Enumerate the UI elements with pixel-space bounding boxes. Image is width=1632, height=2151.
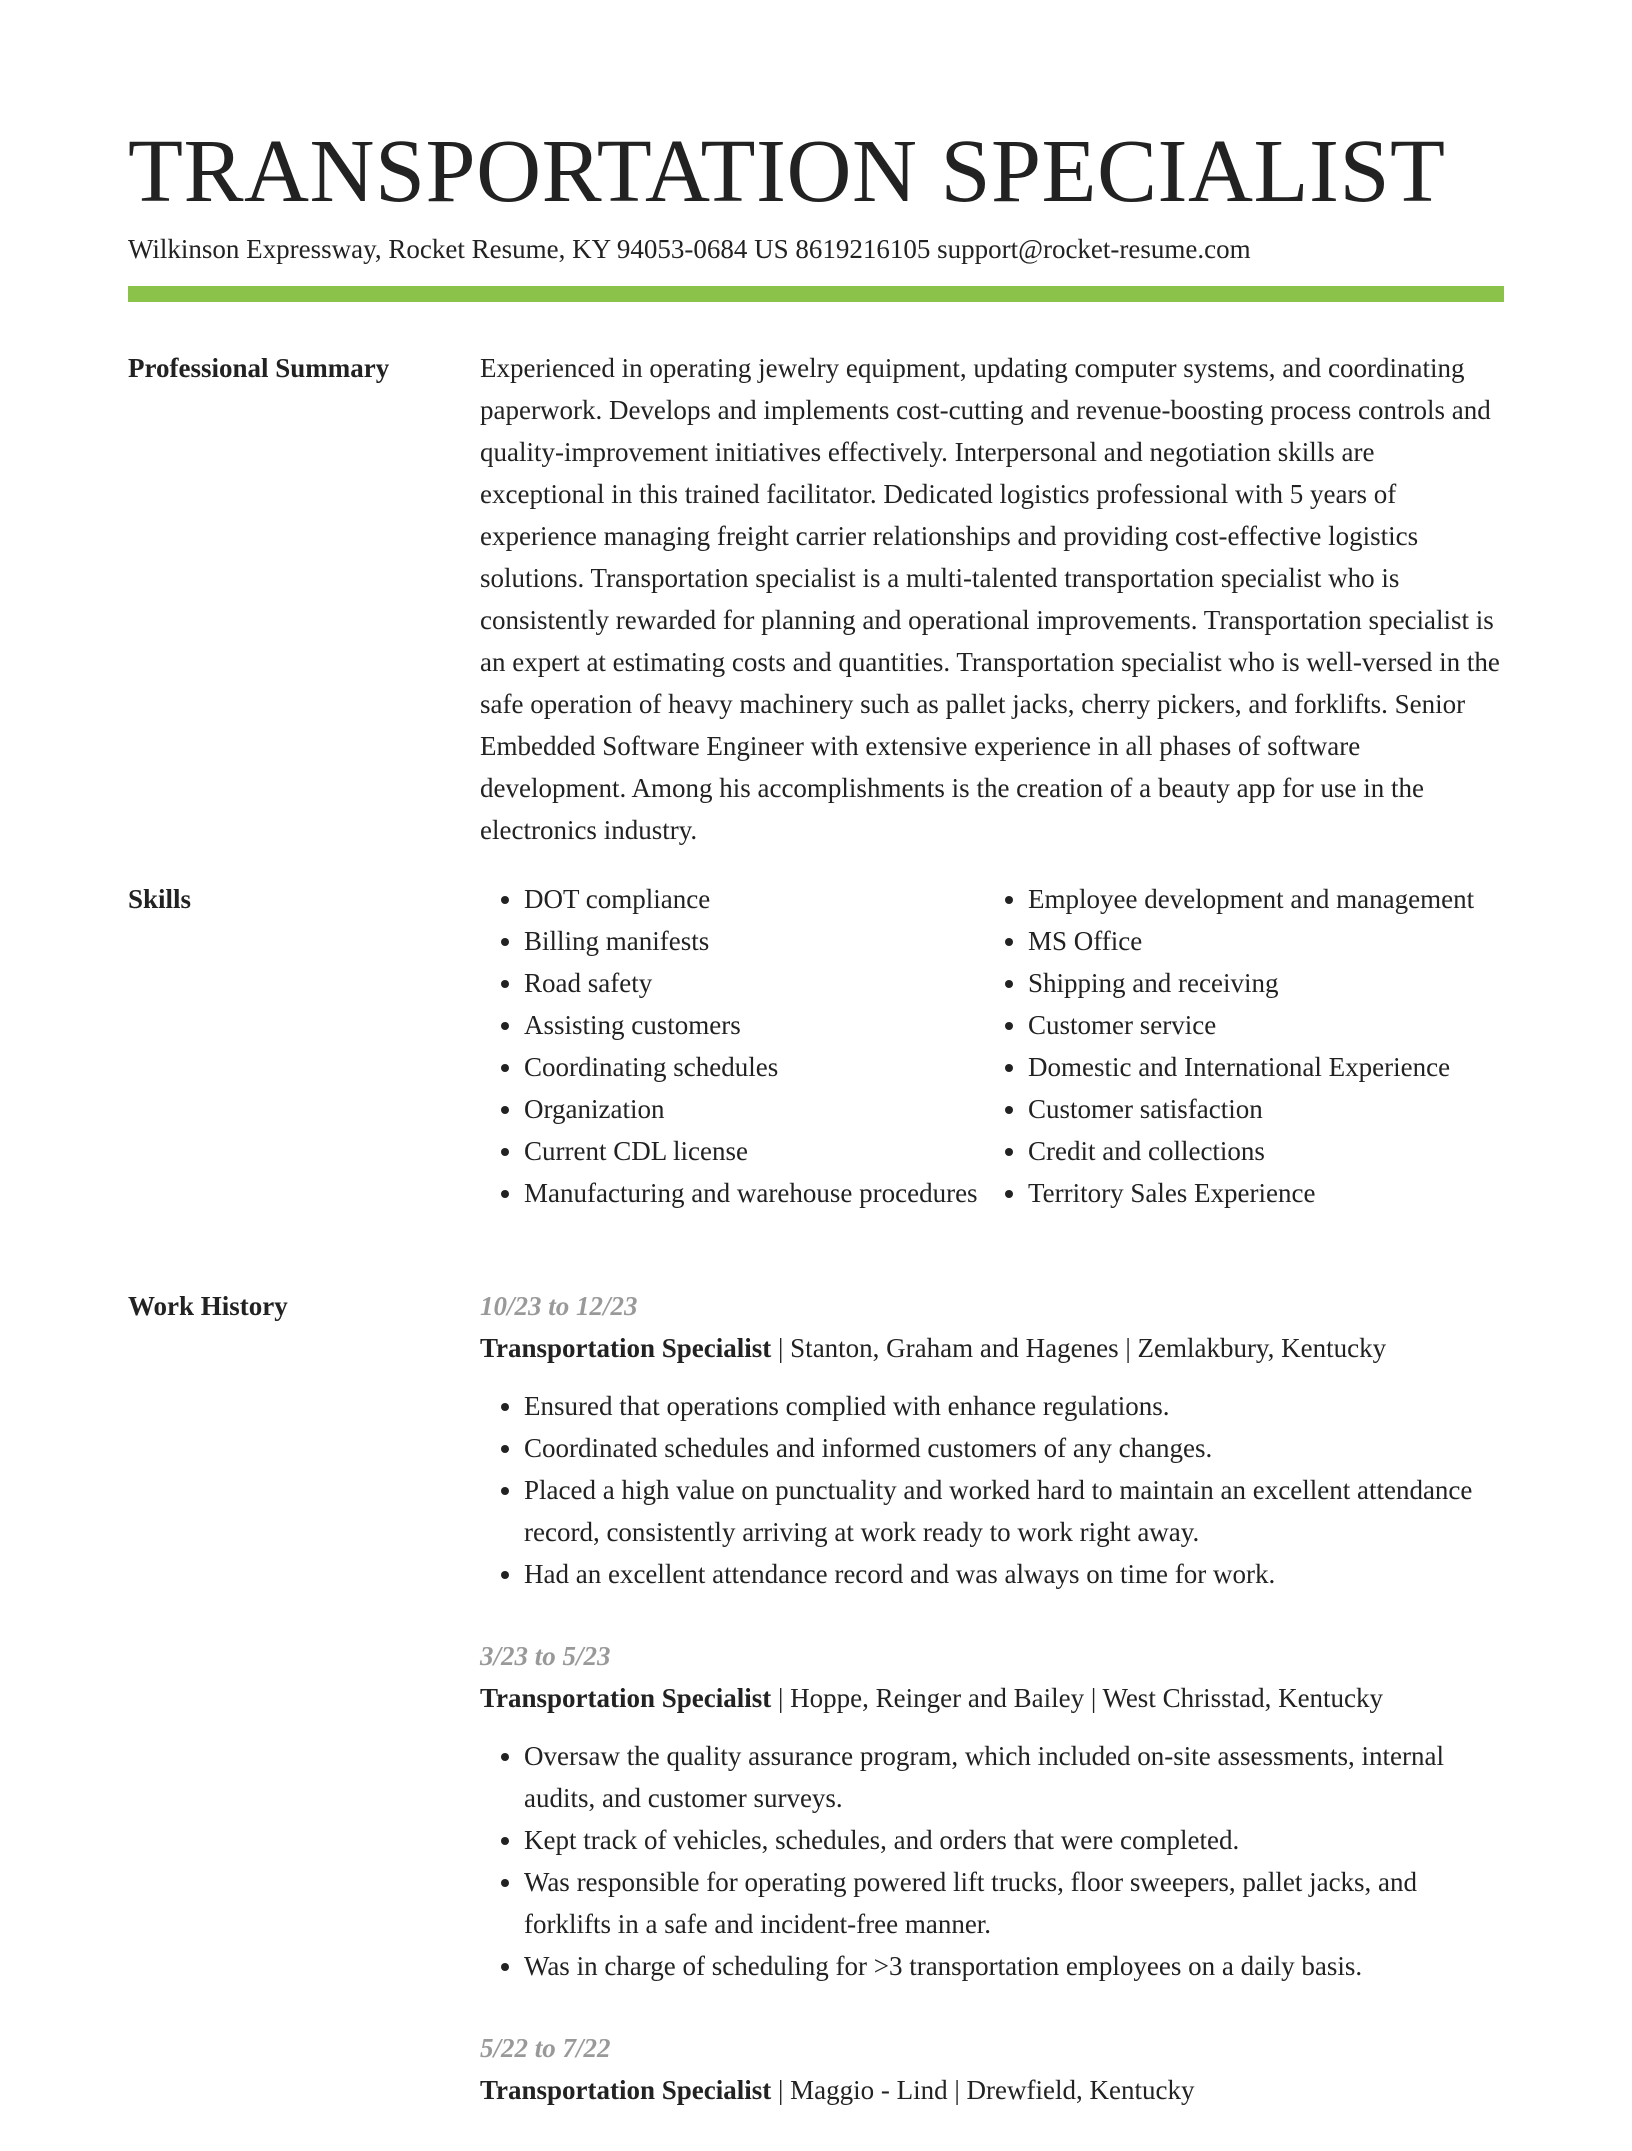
- skill-item: • Customer service: [1028, 1004, 1504, 1046]
- skill-item: • Credit and collections: [1028, 1130, 1504, 1172]
- job-dates: 5/22 to 7/22: [480, 2033, 611, 2063]
- skill-item: • Assisting customers: [524, 1004, 984, 1046]
- job-bullet: • Oversaw the quality assurance program, which included on-site assessments, internal audits, and customer surveys.: [524, 1735, 1504, 1819]
- job-bullet: • Placed a high value on punctuality and worked hard to maintain an excellent attendance record, consistently arriving at work ready to work right away.: [524, 1469, 1504, 1553]
- job-title: Transportation Specialist: [480, 2075, 772, 2105]
- job-title-line: [480, 2069, 1504, 2111]
- skill-item: • Territory Sales Experience: [1028, 1172, 1504, 1214]
- work-history-label: Work History: [128, 1291, 288, 1321]
- job-entry: [480, 2027, 1504, 2111]
- job-dates: 10/23 to 12/23: [480, 1291, 638, 1321]
- skill-item: • Manufacturing and warehouse procedures: [524, 1172, 984, 1214]
- skill-item: • Road safety: [524, 962, 984, 1004]
- skill-item: • Shipping and receiving: [1028, 962, 1504, 1004]
- skills-label: Skills: [128, 884, 192, 914]
- skill-item: • Employee development and management: [1028, 878, 1504, 920]
- header-accent-rule: [128, 286, 1504, 302]
- job-title: Transportation Specialist: [480, 1333, 772, 1363]
- job-bullets: [480, 1385, 1504, 1595]
- job-bullet: • Kept track of vehicles, schedules, and orders that were completed.: [524, 1819, 1504, 1861]
- job-title: Transportation Specialist: [480, 1683, 772, 1713]
- job-title-line: [480, 1677, 1504, 1719]
- skills-list-right: [984, 878, 1504, 1214]
- job-bullet: • Was responsible for operating powered lift trucks, floor sweepers, pallet jacks, and forklifts in a safe and incident-free manner.: [524, 1861, 1504, 1945]
- job-bullet: • Ensured that operations complied with enhance regulations.: [524, 1385, 1504, 1427]
- contact-line: Wilkinson Expressway, Rocket Resume, KY 94053-0684 US 8619216105 support@rocket-resume.com: [128, 234, 1251, 264]
- job-entry: [480, 1285, 1504, 1595]
- job-bullets: [480, 1735, 1504, 1987]
- job-entry: [480, 1635, 1504, 1987]
- work-history-body: [480, 1285, 1504, 2151]
- job-dates: 3/23 to 5/23: [480, 1641, 611, 1671]
- skills-list-left: [480, 878, 984, 1214]
- skill-item: • MS Office: [1028, 920, 1504, 962]
- job-employer-location: | Hoppe, Reinger and Bailey | West Chrisstad, Kentucky: [771, 1683, 1384, 1713]
- skill-item: • Billing manifests: [524, 920, 984, 962]
- skill-item: • DOT compliance: [524, 878, 984, 920]
- job-bullet: • Was in charge of scheduling for >3 transportation employees on a daily basis.: [524, 1945, 1504, 1987]
- summary-text: Experienced in operating jewelry equipment, updating computer systems, and coordinating paperwork. Develops and implements cost-cutting and revenue-boosting process controls and quality-improvement initiatives effectively. Interpersonal and negotiation skills are exceptional in this trained facilitator. Dedicated logistics professional with 5 years of experience managing freight carrier relationships and providing cost-effective logistics solutions. Transportation specialist is a multi-talented transportation specialist who is consistently rewarded for planning and operational improvements. Transportation specialist is an expert at estimating costs and quantities. Transportation specialist who is well-versed in the safe operation of heavy machinery such as pallet jacks, cherry pickers, and forklifts. Senior Embedded Software Engineer with extensive experience in all phases of software development. Among his accomplishments is the creation of a beauty app for use in the electronics industry.: [480, 353, 1500, 845]
- summary-body: [480, 347, 1504, 851]
- skills-body: [480, 878, 1504, 1214]
- job-bullet: • Coordinated schedules and informed customers of any changes.: [524, 1427, 1504, 1469]
- job-title-line: [480, 1327, 1504, 1369]
- skills-columns: [480, 878, 1504, 1214]
- job-bullet: • Had an excellent attendance record and was always on time for work.: [524, 1553, 1504, 1595]
- resume-name-heading: TRANSPORTATION SPECIALIST: [128, 122, 1446, 221]
- skill-item: • Organization: [524, 1088, 984, 1130]
- summary-label: Professional Summary: [128, 353, 390, 383]
- job-employer-location: | Maggio - Lind | Drewfield, Kentucky: [771, 2075, 1195, 2105]
- skill-item: • Customer satisfaction: [1028, 1088, 1504, 1130]
- skill-item: • Current CDL license: [524, 1130, 984, 1172]
- skill-item: • Coordinating schedules: [524, 1046, 984, 1088]
- skill-item: • Domestic and International Experience: [1028, 1046, 1504, 1088]
- job-employer-location: | Stanton, Graham and Hagenes | Zemlakbury, Kentucky: [771, 1333, 1387, 1363]
